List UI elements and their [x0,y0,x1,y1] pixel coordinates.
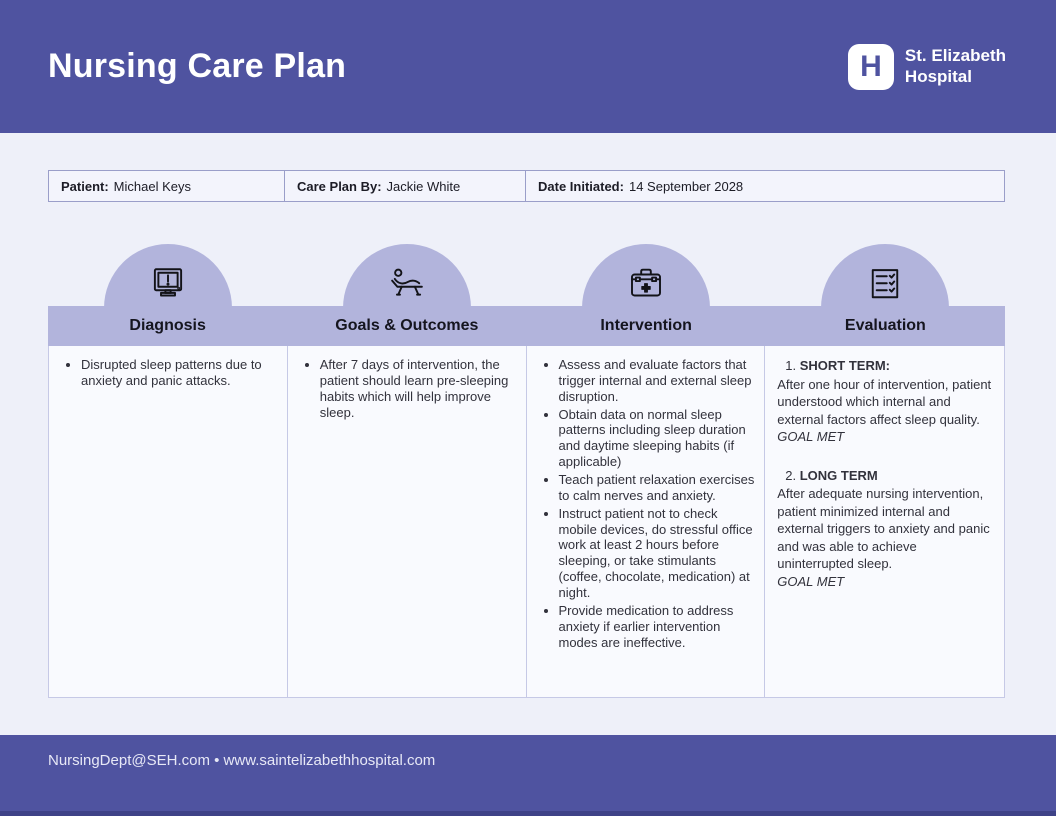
list-item: • Instruct patient not to check mobile devices, do stressful office work at least 2 hours before sleeping, or take stimulants (coffee, chocolate, medication) at night. [559,506,757,601]
column-title-diagnosis: Diagnosis [129,317,206,334]
goals-list [294,357,518,420]
date-initiated-value: 14 September 2028 [628,178,744,194]
list-item: • Provide medication to address anxiety if earlier intervention modes are ineffective. [559,603,757,651]
column-title-evaluation: Evaluation [844,317,926,334]
date-initiated-cell [526,171,1004,201]
diagnosis-cell [49,346,288,697]
icon-domes-row [48,244,1005,306]
intervention-list [533,357,757,650]
footer-contact: NursingDept@SEH.com • www.saintelizabethhospital.com [48,752,436,769]
care-plan-by-label: Care Plan By: [297,178,382,194]
hospital-logo [848,44,1006,90]
eval-item-heading: LONG TERM [799,467,878,483]
hospital-name-line2: Hospital [904,66,972,86]
evaluation-short-term [777,357,992,446]
footer-band [0,735,1056,816]
list-item: • Obtain data on normal sleep patterns including sleep duration and daytime sleeping habits (if applicable) [559,407,757,470]
hospital-logo-icon: H [848,44,894,90]
page-title: Nursing Care Plan [48,47,347,85]
intervention-cell [527,346,766,697]
evaluation-long-term [777,467,992,591]
first-aid-kit-icon [625,264,667,306]
eval-item-number: 2. [785,467,797,483]
relaxation-lounge-icon [386,264,428,306]
hospital-name-line1: St. Elizabeth [904,46,1006,66]
care-plan-table [48,244,1005,698]
column-title-intervention: Intervention [600,317,692,334]
column-title-goals-outcomes: Goals & Outcomes [335,317,479,334]
evaluation-cell [765,346,1004,697]
goal-status: GOAL MET [777,574,845,590]
goals-outcomes-cell [288,346,527,697]
goal-status: GOAL MET [777,429,845,445]
patient-value: Michael Keys [113,178,191,194]
checklist-icon [864,264,906,306]
hospital-name [905,46,1006,86]
diagnosis-list [55,357,279,389]
list-item: • Disrupted sleep patterns due to anxiety and panic attacks. [81,357,279,389]
care-plan-by-cell [285,171,526,201]
eval-item-heading: SHORT TERM: [799,358,890,373]
column-titles-row [48,306,1005,346]
patient-info-bar [48,170,1005,202]
patient-cell [49,171,285,201]
date-initiated-label: Date Initiated: [538,178,624,194]
list-item: • Assess and evaluate factors that trigger internal and external sleep disruption. [559,357,757,405]
eval-item-body: After one hour of intervention, patient understood which internal and external factors affect sleep quality. [777,376,992,427]
diagnosis-dome [104,244,232,308]
monitor-alert-icon [147,264,189,306]
list-item: • After 7 days of intervention, the patient should learn pre-sleeping habits which will help improve sleep. [320,357,518,420]
column-bodies-row [48,346,1005,698]
header-band [0,0,1056,133]
patient-label: Patient: [61,178,109,194]
footer-edge-stripe [0,811,1056,816]
evaluation-dome [821,244,949,308]
list-item: • Teach patient relaxation exercises to calm nerves and anxiety. [559,472,757,504]
goals-dome [343,244,471,308]
intervention-dome [582,244,710,308]
eval-item-body: After adequate nursing intervention, patient minimized internal and external triggers to anxiety and panic and was able to achieve uninterrupted sleep. [777,486,990,572]
eval-item-number: 1. [785,358,797,373]
care-plan-by-value: Jackie White [386,178,461,194]
